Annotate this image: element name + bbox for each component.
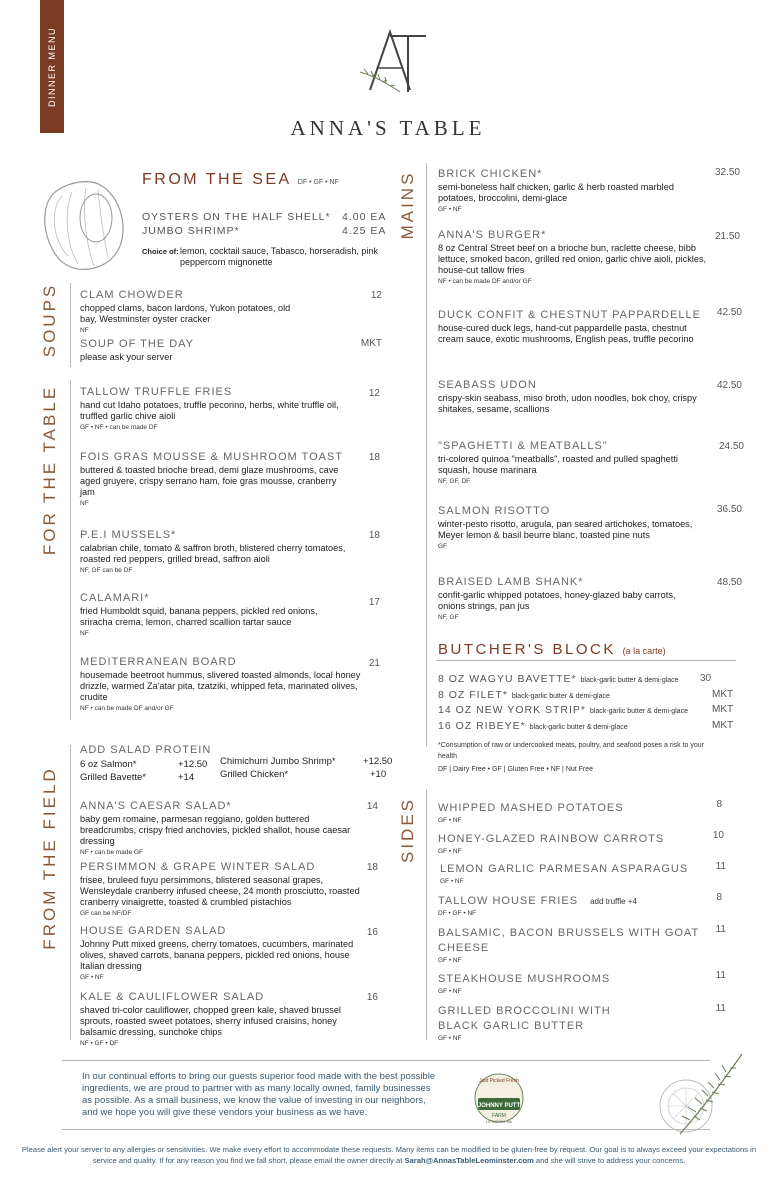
farm-name: JOHNNY PUTT	[477, 1103, 521, 1109]
item-desc: chopped clams, bacon lardons, Yukon potatoes, old bay, Westminster oyster cracker	[80, 303, 291, 324]
side-extra: add truffle +4	[590, 897, 637, 906]
butcher-rule	[436, 660, 736, 661]
soups-divider	[70, 283, 71, 367]
butcher-price: MKT	[712, 720, 734, 731]
item-price: 14	[366, 801, 378, 812]
farm-town: LITTLETON, MA	[486, 1120, 512, 1124]
item-desc: calabrian chile, tomato & saffron broth, blistered cherry tomatoes, roasted red peppers, grilled bread, saffron aioli	[80, 543, 346, 564]
partner-text: In our continual efforts to bring our guests superior food made with the best possible ingredients, we are proud to partner with as many locally owned, family businesses as possible. As a small business, we know the value of investing in our neighbors, and we hope you will give these vendors your business as we have.	[82, 1071, 436, 1118]
item-price: MKT	[360, 338, 382, 349]
butcher-item: 8 OZ WAGYU BAVETTE* black-garlic butter & demi-glace	[438, 673, 679, 685]
side-tags: GF • NF	[438, 848, 462, 855]
protein-price: +12.50	[363, 756, 393, 767]
side-name: HONEY-GLAZED RAINBOW CARROTS	[438, 833, 665, 845]
menu-item	[80, 925, 380, 981]
menu-item	[80, 656, 380, 712]
menu-item	[80, 338, 380, 363]
farm-sub: FARM	[492, 1113, 506, 1119]
side-price: 11	[715, 861, 726, 872]
item-price: 18	[366, 862, 378, 873]
item-tags: NF, GF	[438, 614, 459, 621]
item-desc: crispy-skin seabass, miso broth, udon noodles, bok choy, crispy shitakes, sesame, scallions	[438, 393, 697, 414]
item-name: TALLOW TRUFFLE FRIES	[80, 386, 233, 398]
menu-item	[80, 529, 380, 574]
table-divider	[70, 380, 71, 720]
side-price: 11	[715, 970, 726, 981]
item-desc: frisee, bruleed fuyu persimmons, blistered seasonal grapes, Wensleydale cranberry infused cheese, 24 month prosciutto, roasted cranberry vinaigrette, toasted & crumbled pistachios	[80, 875, 360, 907]
item-price: 18	[368, 452, 380, 463]
side-name: TALLOW HOUSE FRIES add truffle +4	[438, 895, 637, 907]
side-price: 10	[712, 830, 724, 841]
oyster-illustration	[38, 178, 128, 276]
item-name: P.E.I MUSSELS*	[80, 529, 177, 541]
item-desc: fried Humboldt squid, banana peppers, pickled red onions, sriracha crema, lemon, charred scallion tartar sauce	[80, 606, 318, 627]
protein-name: Grilled Bavette*	[80, 772, 147, 783]
choice-label: Choice of:	[142, 247, 179, 256]
item-price: 48.50	[716, 577, 742, 588]
oysters-name: OYSTERS ON THE HALF SHELL*	[142, 211, 331, 223]
item-desc: please ask your server	[80, 352, 173, 362]
item-tags: GF • NF	[438, 206, 462, 213]
side-name: GRILLED BROCCOLINI WITH BLACK GARLIC BUTTER	[438, 1005, 611, 1032]
sides-divider	[426, 790, 427, 1040]
item-price: 36.50	[716, 504, 742, 515]
side-item	[438, 1004, 638, 1042]
item-tags: NF	[80, 500, 89, 507]
side-tags: GF • NF	[440, 878, 464, 885]
menu-item	[438, 576, 738, 621]
protein-price: +12.50	[178, 759, 208, 770]
menu-item	[80, 861, 380, 917]
item-name: FOIS GRAS MOUSSE & MUSHROOM TOAST	[80, 451, 344, 463]
menu-item	[438, 229, 738, 285]
protein-price: +14	[178, 772, 195, 783]
menu-item	[80, 592, 380, 637]
item-desc: Johnny Putt mixed greens, cherry tomatoes, cucumbers, marinated olives, shaved carrots, banana peppers, pickled red onions, house Italian dressing	[80, 939, 354, 971]
item-name: DUCK CONFIT & CHESTNUT PAPPARDELLE	[438, 309, 702, 321]
item-price: 42.50	[716, 380, 742, 391]
side-name: BALSAMIC, BACON BRUSSELS WITH GOAT CHEESE	[438, 927, 699, 954]
side-item	[440, 862, 710, 885]
tab-label: DINNER MENU	[47, 26, 57, 107]
item-tags: NF • can be made DF and/or GF	[80, 705, 174, 712]
brand-name: ANNA'S TABLE	[290, 116, 486, 140]
butcher-item: 16 OZ RIBEYE* black-garlic butter & demi-glace	[438, 720, 628, 732]
butcher-item: 14 OZ NEW YORK STRIP* black-garlic butter & demi-glace	[438, 704, 688, 716]
item-tags: NF	[80, 327, 89, 334]
item-tags: NF, GF, DF	[438, 478, 471, 485]
side-price: 8	[716, 799, 722, 810]
side-tags: GF • NF	[438, 988, 462, 995]
item-name: HOUSE GARDEN SALAD	[80, 925, 227, 937]
item-name: PERSIMMON & GRAPE WINTER SALAD	[80, 861, 316, 873]
item-desc: confit-garlic whipped potatoes, honey-glazed baby carrots, onions strings, pan jus	[438, 590, 676, 611]
item-desc: house-cured duck legs, hand-cut pappardelle pasta, chestnut cream sauce, exotic mushrooms, English peas, truffle pecorino	[438, 323, 694, 344]
item-name: SOUP OF THE DAY	[80, 338, 195, 350]
item-price: 24.50	[718, 441, 744, 452]
mains-label: MAINS	[398, 170, 417, 240]
shrimp-name: JUMBO SHRIMP*	[142, 225, 240, 237]
item-price: 16	[366, 927, 378, 938]
item-price: 42.50	[716, 307, 742, 318]
butcher-section-title: BUTCHER'S BLOCK (a la carte)	[438, 641, 666, 658]
side-name: STEAKHOUSE MUSHROOMS	[438, 973, 611, 985]
side-tags: GF • NF	[438, 957, 462, 964]
item-desc: baby gem romaine, parmesan reggiano, golden buttered breadcrumbs, crispy fried anchovies, pickled shallot, house caesar dressing	[80, 814, 351, 846]
menu-item	[80, 991, 380, 1047]
diet-legend: DF | Dairy Free • GF | Gluten Free • NF | Nut Free	[438, 766, 594, 773]
item-tags: NF • can be made GF	[80, 849, 143, 856]
butcher-price: 30	[700, 673, 712, 684]
menu-item	[438, 440, 738, 485]
item-desc: tri-colored quinoa "meatballs", roasted and pulled spaghetti squash, house marinara	[438, 454, 678, 475]
side-item	[438, 801, 708, 824]
item-price: 21.50	[714, 231, 740, 242]
side-item	[438, 926, 703, 964]
for-the-table-label: FOR THE TABLE	[40, 384, 59, 556]
menu-item	[80, 289, 380, 334]
protein-name: Grilled Chicken*	[220, 769, 289, 780]
protein-name: 6 oz Salmon*	[80, 759, 137, 770]
farm-tagline: Just Picked Fresh	[479, 1078, 519, 1084]
item-price: 17	[368, 597, 380, 608]
menu-item	[438, 309, 738, 345]
sides-label: SIDES	[398, 796, 417, 864]
item-name: KALE & CAULIFLOWER SALAD	[80, 991, 265, 1003]
menu-item	[438, 505, 738, 550]
item-tags: NF, GF can be DF	[80, 567, 133, 574]
item-price: 18	[368, 530, 380, 541]
item-tags: GF • NF	[80, 974, 104, 981]
item-name: SEABASS UDON	[438, 379, 537, 391]
menu-item	[80, 800, 380, 856]
item-tags: NF • can be made DF and/or GF	[438, 278, 532, 285]
johnny-putt-farm-logo	[472, 1068, 526, 1128]
item-desc: hand cut Idaho potatoes, truffle pecorino, herbs, white truffle oil, truffled garlic chive aioli	[80, 400, 339, 421]
item-desc: semi-boneless half chicken, garlic & herb roasted marbled potatoes, broccolini, demi-glace	[438, 182, 674, 203]
butcher-price: MKT	[712, 704, 734, 715]
side-item	[438, 832, 708, 855]
item-tags: NF	[80, 630, 89, 637]
protein-name: Chimichurri Jumbo Shrimp*	[220, 756, 336, 767]
item-name: MEDITERRANEAN BOARD	[80, 656, 237, 668]
item-price: 21	[368, 658, 380, 669]
item-desc: buttered & toasted brioche bread, demi glaze mushrooms, cave aged gruyere, crispy serrano ham, foie gras mousse, cranberry jam	[80, 465, 339, 497]
butcher-price: MKT	[712, 689, 734, 700]
item-price: 16	[366, 992, 378, 1003]
item-tags: GF	[438, 543, 448, 550]
menu-item	[438, 168, 738, 213]
item-name: CLAM CHOWDER	[80, 289, 184, 301]
side-tags: GF • NF	[438, 1035, 462, 1042]
item-price: 32.50	[714, 167, 740, 178]
side-tags: DF • GF • NF	[438, 910, 477, 917]
item-tags: GF can be NF/DF	[80, 910, 132, 917]
item-price: 12	[368, 388, 380, 399]
item-name: BRICK CHICKEN*	[438, 168, 543, 180]
menu-item	[80, 386, 380, 431]
item-desc: housemade beetroot hummus, slivered toasted almonds, local honey drizzle, warmed Za'atar pita, tzatziki, whipped feta, marinated olives, crudite	[80, 670, 361, 702]
anna-table-logo	[360, 28, 430, 98]
protein-title: ADD SALAD PROTEIN	[80, 744, 212, 756]
mains-divider	[426, 163, 427, 746]
side-price: 11	[715, 1003, 726, 1014]
side-item	[438, 894, 708, 917]
item-price: 12	[370, 290, 382, 301]
menu-item	[438, 379, 738, 415]
side-tags: GF • NF	[438, 817, 462, 824]
item-name: ANNA'S BURGER*	[438, 229, 547, 241]
side-price: 8	[716, 892, 722, 903]
item-name: CALAMARI*	[80, 592, 150, 604]
item-tags: NF • GF • DF	[80, 1040, 119, 1047]
side-name: LEMON GARLIC PARMESAN ASPARAGUS	[440, 863, 689, 875]
butcher-item: 8 OZ FILET* black-garlic butter & demi-glace	[438, 689, 610, 701]
side-item	[438, 972, 708, 995]
item-desc: 8 oz Central Street beef on a brioche bun, raclette cheese, bibb lettuce, smoked bacon, grilled red onion, garlic chive aioli, pickles, house-cut tallow fries	[438, 243, 707, 275]
raw-food-warning: *Consumption of raw or undercooked meats, poultry, and seafood poses a risk to your health	[438, 742, 705, 760]
item-name: SALMON RISOTTO	[438, 505, 551, 517]
menu-tab	[40, 0, 64, 133]
owner-email[interactable]: Sarah@AnnasTableLeominster.com	[404, 1155, 534, 1165]
menu-item	[80, 451, 380, 507]
item-name: "SPAGHETTI & MEATBALLS"	[438, 440, 608, 452]
oysters-price: 4.00 EA	[342, 211, 387, 223]
side-name: WHIPPED MASHED POTATOES	[438, 802, 624, 814]
item-name: BRAISED LAMB SHANK*	[438, 576, 584, 588]
protein-price: +10	[370, 769, 387, 780]
soups-label: SOUPS	[40, 282, 59, 358]
lemon-rosemary-illustration	[650, 1050, 748, 1138]
footer-note: Please alert your server to any allergies or sensitivities. We make every effort to accommodate these requests. Many items can be modified to be gluten-free by request. Our goal is to always exceed your expectations in service and quality. If for any reason you find we fall short, please email the owner directly at Sarah@AnnasTableLeominster.com and she will strive to address your concerns.	[21, 1145, 757, 1165]
sea-section-title: FROM THE SEA DF • GF • NF	[142, 171, 339, 188]
field-divider	[70, 745, 71, 1040]
item-name: ANNA'S CAESAR SALAD*	[80, 800, 232, 812]
shrimp-price: 4.25 EA	[342, 225, 387, 237]
item-desc: winter-pesto risotto, arugula, pan seared artichokes, tomatoes, Meyer lemon & basil beurre blanc, toasted pine nuts	[438, 519, 693, 540]
item-tags: GF • NF • can be made DF	[80, 424, 158, 431]
side-price: 11	[715, 924, 726, 935]
choice-text: lemon, cocktail sauce, Tabasco, horseradish, pink peppercorn mignonette	[180, 246, 378, 267]
from-the-field-label: FROM THE FIELD	[40, 766, 59, 950]
item-desc: shaved tri-color cauliflower, chopped green kale, shaved brussel sprouts, roasted sweet potatoes, sherry infused craisins, honey balsamic dressing, sunchoke chips	[80, 1005, 341, 1037]
